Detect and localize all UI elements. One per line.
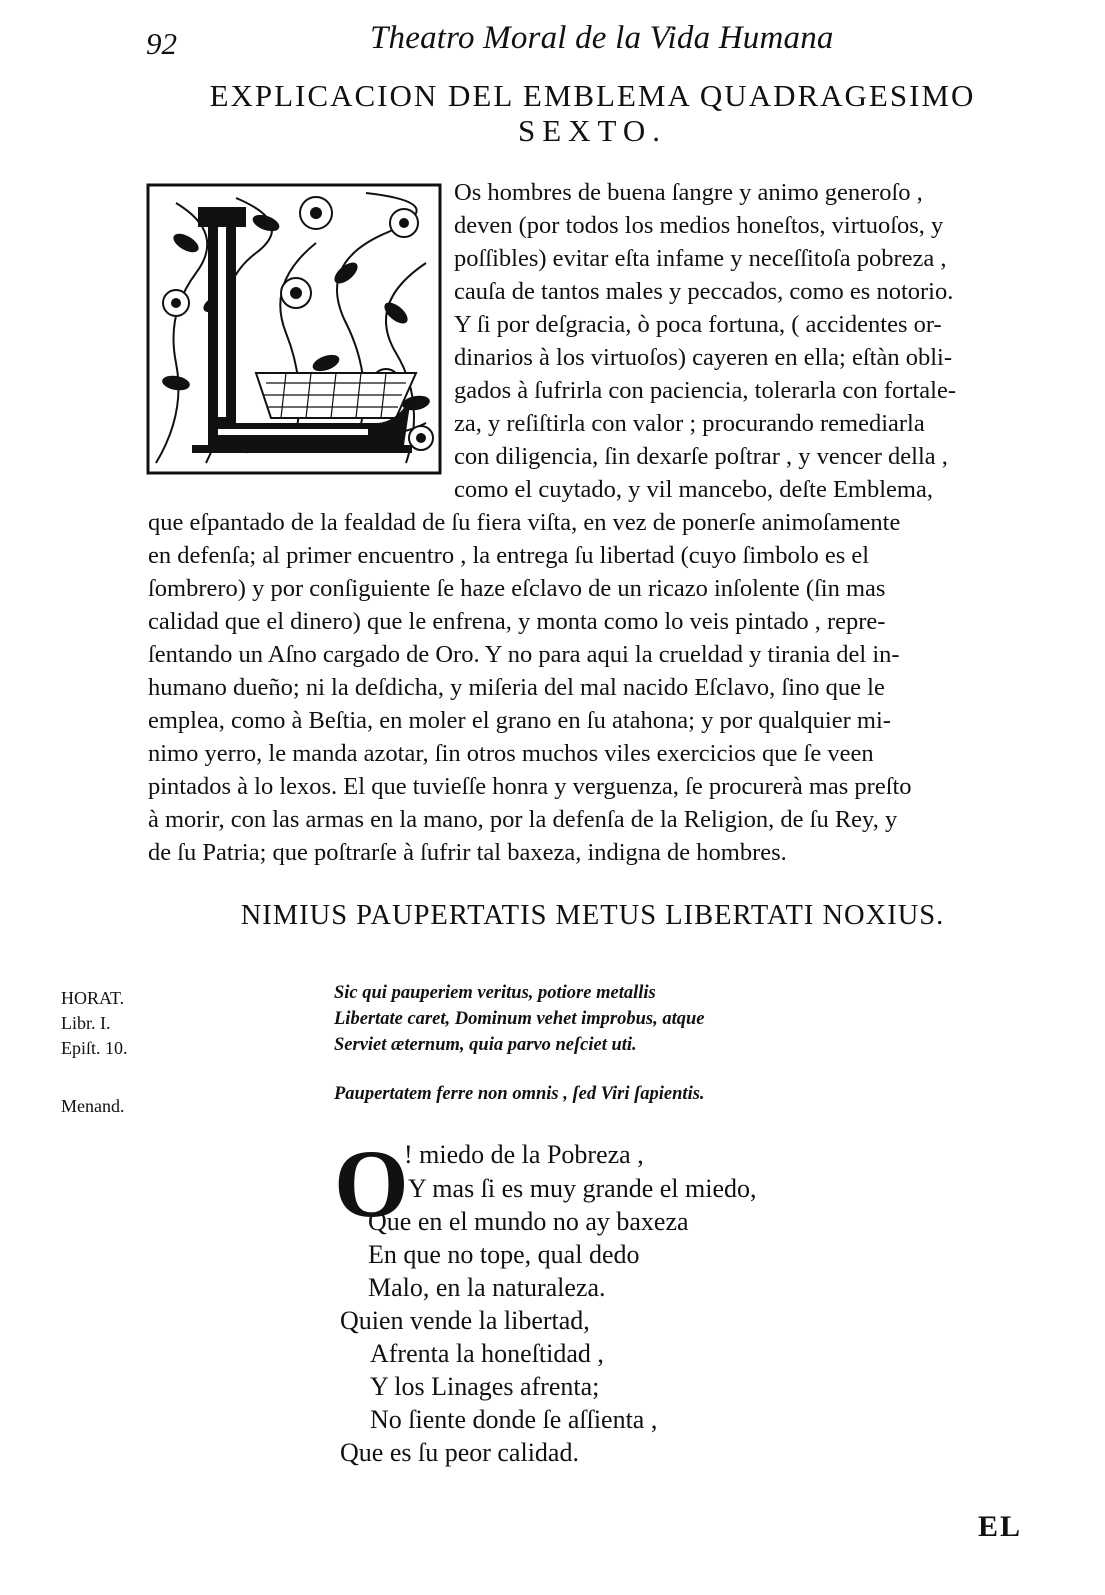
latin-quote-line: Sic qui pauperiem veritus, potiore metallis xyxy=(334,983,656,1003)
paragraph-line: como el cuytado, y vil mancebo, deſte Emblema, xyxy=(454,476,933,503)
paragraph-line: gados à ſufrirla con paciencia, tolerarla con fortale- xyxy=(454,377,956,404)
verse-line: Que es ſu peor calidad. xyxy=(340,1438,579,1467)
verse-drop-initial: O xyxy=(334,1130,409,1237)
verse-line: No ſiente donde ſe aſſienta , xyxy=(370,1405,658,1434)
paragraph-line: za, y reſiſtirla con valor ; procurando remediarla xyxy=(454,410,925,437)
verse-line: Afrenta la honeſtidad , xyxy=(370,1339,604,1368)
paragraph-line: cauſa de tantos males y peccados, como es notorio. xyxy=(454,278,954,305)
verse-line: Que en el mundo no ay baxeza xyxy=(368,1207,689,1236)
emblem-motto: NIMIUS PAUPERTATIS METUS LIBERTATI NOXIUS. xyxy=(240,900,945,931)
paragraph-line: pintados à lo lexos. El que tuvieſſe honra y verguenza, ſe procurerà mas preſto xyxy=(148,773,912,800)
paragraph-line: nimo yerro, le manda azotar, ſin otros muchos viles exercicios que ſe veen xyxy=(148,740,874,767)
floral-initial-picture xyxy=(146,183,442,475)
paragraph-line: de ſu Patria; que poſtrarſe à ſufrir tal baxeza, indigna de hombres. xyxy=(148,839,787,866)
section-heading-continued: SEXTO. xyxy=(517,113,668,148)
verse-line: En que no tope, qual dedo xyxy=(368,1240,640,1269)
menander-quote: Paupertatem ferre non omnis , ſed Viri ſapientis. xyxy=(334,1084,705,1104)
paragraph-line: dinarios à los virtuoſos) cayeren en ella; eſtàn obli- xyxy=(454,344,953,371)
verse-line: ! miedo de la Pobreza , xyxy=(404,1140,644,1169)
paragraph-line: à morir, con las armas en la mano, por la defenſa de la Religion, de ſu Rey, y xyxy=(148,806,898,833)
paragraph-line: emplea, como à Beſtia, en moler el grano en ſu atahona; y por qualquier mi- xyxy=(148,707,891,734)
latin-quote-line: Libertate caret, Dominum vehet improbus, atque xyxy=(334,1009,705,1029)
verse-line: Malo, en la naturaleza. xyxy=(368,1273,606,1302)
verse-line: Y mas ſi es muy grande el miedo, xyxy=(408,1174,757,1203)
margin-note: Epiſt. 10. xyxy=(61,1038,128,1058)
paragraph-line: poſſibles) evitar eſta infame y neceſſitoſa pobreza , xyxy=(454,245,947,272)
margin-note: Menand. xyxy=(61,1096,125,1116)
paragraph-line: calidad que el dinero) que le enfrena, y monta como lo veis pintado , repre- xyxy=(148,608,886,635)
paragraph-line: en defenſa; al primer encuentro , la entrega ſu libertad (cuyo ſimbolo es el xyxy=(148,542,870,569)
paragraph-line: Y ſi por deſgracia, ò poca fortuna, ( accidentes or- xyxy=(454,311,942,338)
margin-note: Libr. I. xyxy=(61,1013,111,1033)
decorated-initial xyxy=(146,183,442,475)
verse-line: Quien vende la libertad, xyxy=(340,1306,590,1335)
margin-note: HORAT. xyxy=(61,988,125,1008)
catchword: EL xyxy=(978,1510,1023,1543)
paragraph-line: ſombrero) y por conſiguiente ſe haze eſclavo de un ricazo inſolente (ſin mas xyxy=(148,575,886,602)
latin-quote-line: Serviet æternum, quia parvo neſciet uti. xyxy=(334,1035,637,1055)
paragraph-line: humano dueño; ni la deſdicha, y miſeria del mal nacido Eſclavo, ſino que le xyxy=(148,674,885,701)
verse-line: Y los Linages afrenta; xyxy=(370,1372,600,1401)
paragraph-line: Os hombres de buena ſangre y animo generoſo , xyxy=(454,179,923,206)
paragraph-line: con diligencia, ſin dexarſe poſtrar , y vencer della , xyxy=(454,443,948,470)
page-number: 92 xyxy=(146,26,177,61)
paragraph-line: ſentando un Aſno cargado de Oro. Y no para aqui la crueldad y tirania del in- xyxy=(148,641,900,668)
paragraph-line: que eſpantado de la fealdad de ſu fiera viſta, en vez de ponerſe animoſamente xyxy=(148,509,901,536)
paragraph-line: deven (por todos los medios honeſtos, virtuoſos, y xyxy=(454,212,944,239)
section-heading: EXPLICACION DEL EMBLEMA QUADRAGESIMO xyxy=(209,78,976,113)
running-title: Theatro Moral de la Vida Humana xyxy=(370,20,834,56)
